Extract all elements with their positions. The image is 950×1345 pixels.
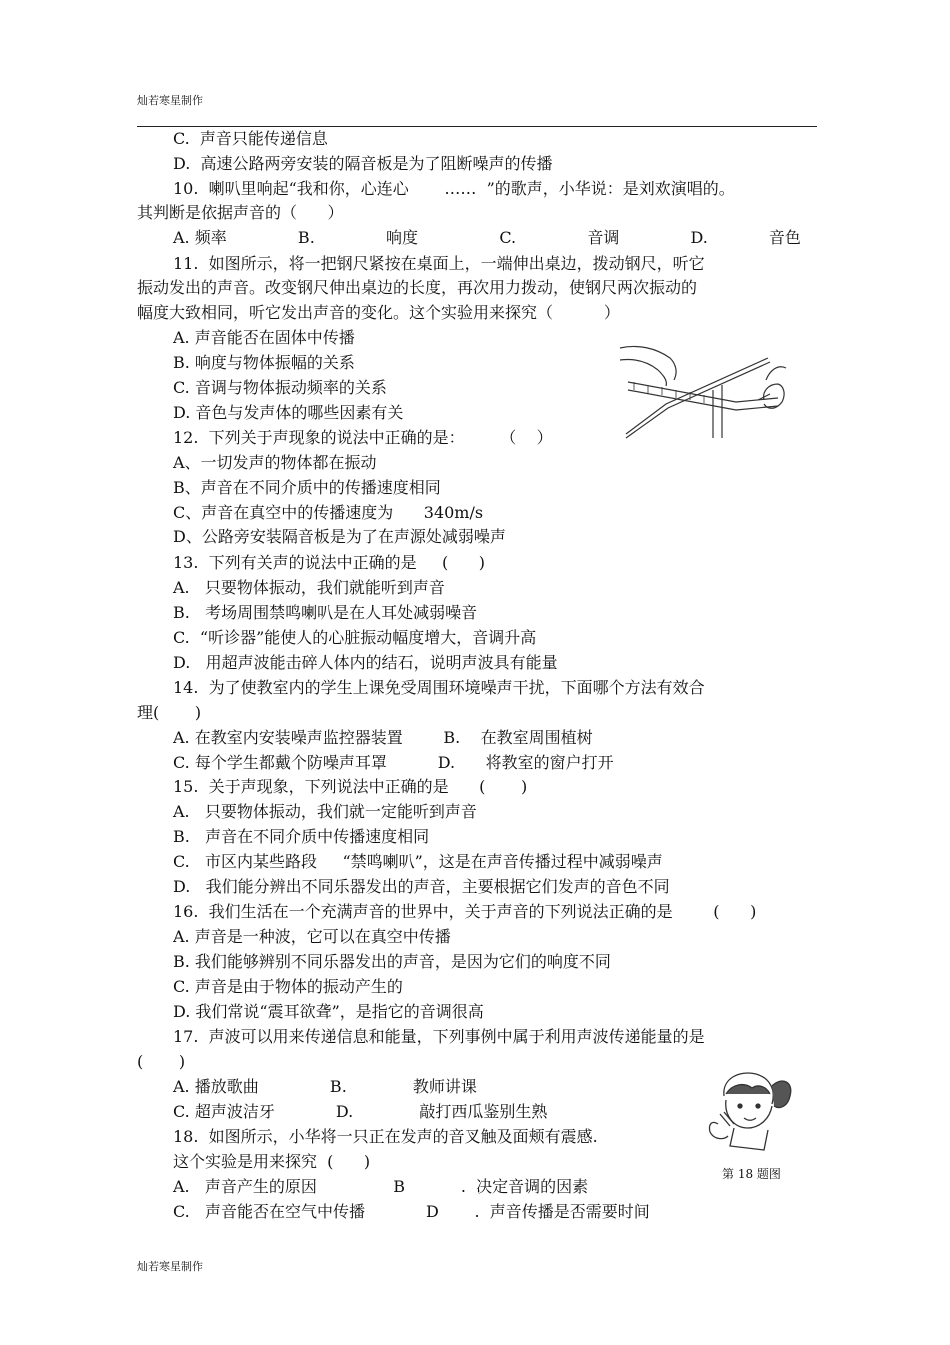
q13-stem: 13. 下列有关声的说法中正确的是 ( )	[173, 553, 486, 572]
q17-options-cd: C. 超声波洁牙 D. 敲打西瓜鉴别生熟	[173, 1102, 548, 1121]
q16-option-d: D. 我们常说“震耳欲聋”，是指它的音调很高	[173, 1002, 484, 1021]
q17-stem: 17. 声波可以用来传递信息和能量，下列事例中属于利用声波传递能量的是	[173, 1027, 705, 1046]
q11-stem-cont: 振动发出的声音。改变钢尺伸出桌边的长度，再次用力拨动，使钢尺两次振动的	[137, 278, 698, 297]
q11-option-a: A. 声音能否在固体中传播	[173, 328, 355, 347]
q18-options-cd: C. 声音能否在空气中传播 D . 声音传播是否需要时间	[173, 1202, 650, 1221]
q12-option-b: B、声音在不同介质中的传播速度相同	[173, 478, 441, 497]
q13-option-d: D. 用超声波能击碎人体内的结石，说明声波具有能量	[173, 653, 558, 672]
q17-stem-cont: ( )	[137, 1052, 186, 1071]
q18-stem: 18. 如图所示，小华将一只正在发声的音叉触及面颊有震感.	[173, 1127, 598, 1146]
q15-stem: 15. 关于声现象，下列说法中正确的是 ( )	[173, 777, 528, 796]
q16-option-c: C. 声音是由于物体的振动产生的	[173, 977, 403, 996]
q14-stem-cont: 理( )	[137, 703, 202, 722]
q9-option-c: C. 声音只能传递信息	[173, 129, 328, 148]
q10-options: A. 频率 B. 响度 C. 音调 D. 音色	[173, 228, 801, 247]
q10-stem-cont: 其判断是依据声音的（ ）	[137, 203, 344, 222]
q13-option-c: C. “听诊器”能使人的心脏振动幅度增大，音调升高	[173, 628, 537, 647]
q14-options-ab: A. 在教室内安装噪声监控器装置 B. 在教室周围植树	[173, 728, 593, 747]
q15-option-d: D. 我们能分辨出不同乐器发出的声音，主要根据它们发声的音色不同	[173, 877, 670, 896]
header-rule	[137, 126, 817, 127]
girl-tuning-fork-figure	[700, 1066, 800, 1162]
figure-18-caption: 第 18 题图	[722, 1167, 781, 1181]
q12-option-c: C、声音在真空中的传播速度为 340m/s	[173, 503, 484, 522]
q12-stem: 12. 下列关于声现象的说法中正确的是： （ ）	[173, 428, 553, 447]
ruler-on-table-figure	[618, 340, 790, 440]
q14-options-cd: C. 每个学生都戴个防噪声耳罩 D. 将教室的窗户打开	[173, 753, 614, 772]
page-header: 灿若寒星制作	[137, 94, 203, 107]
q13-option-b: B. 考场周围禁鸣喇叭是在人耳处减弱噪音	[173, 603, 478, 622]
q18-stem-cont: 这个实验是用来探究 ( )	[173, 1152, 371, 1171]
q9-option-d: D. 高速公路两旁安装的隔音板是为了阻断噪声的传播	[173, 154, 553, 173]
q15-option-c: C. 市区内某些路段 “禁鸣喇叭”，这是在声音传播过程中减弱噪声	[173, 852, 663, 871]
q16-stem: 16. 我们生活在一个充满声音的世界中，关于声音的下列说法正确的是 ( )	[173, 902, 757, 921]
q12-option-a: A、一切发声的物体都在振动	[173, 453, 377, 472]
q10-stem: 10. 喇叭里响起“我和你，心连心 …… ”的歌声，小华说：是刘欢演唱的。	[173, 179, 735, 198]
q12-option-d: D、公路旁安装隔音板是为了在声源处减弱噪声	[173, 527, 506, 546]
q16-option-b: B. 我们能够辨别不同乐器发出的声音，是因为它们的响度不同	[173, 952, 611, 971]
q11-stem-cont: 幅度大致相同，听它发出声音的变化。这个实验用来探究（ ）	[137, 303, 620, 322]
q16-option-a: A. 声音是一种波，它可以在真空中传播	[173, 927, 451, 946]
q11-option-b: B. 响度与物体振幅的关系	[173, 353, 355, 372]
q17-options-ab: A. 播放歌曲 B. 教师讲课	[173, 1077, 477, 1096]
q11-option-d: D. 音色与发声体的哪些因素有关	[173, 403, 404, 422]
page-footer: 灿若寒星制作	[137, 1260, 203, 1273]
q13-option-a: A. 只要物体振动，我们就能听到声音	[173, 578, 445, 597]
q18-options-ab: A. 声音产生的原因 B . 决定音调的因素	[173, 1177, 589, 1196]
q15-option-a: A. 只要物体振动，我们就一定能听到声音	[173, 802, 477, 821]
q11-option-c: C. 音调与物体振动频率的关系	[173, 378, 387, 397]
q15-option-b: B. 声音在不同介质中传播速度相同	[173, 827, 430, 846]
q11-stem: 11. 如图所示，将一把钢尺紧按在桌面上，一端伸出桌边，拨动钢尺，听它	[173, 254, 705, 273]
q14-stem: 14. 为了使教室内的学生上课免受周围环境噪声干扰，下面哪个方法有效合	[173, 678, 705, 697]
